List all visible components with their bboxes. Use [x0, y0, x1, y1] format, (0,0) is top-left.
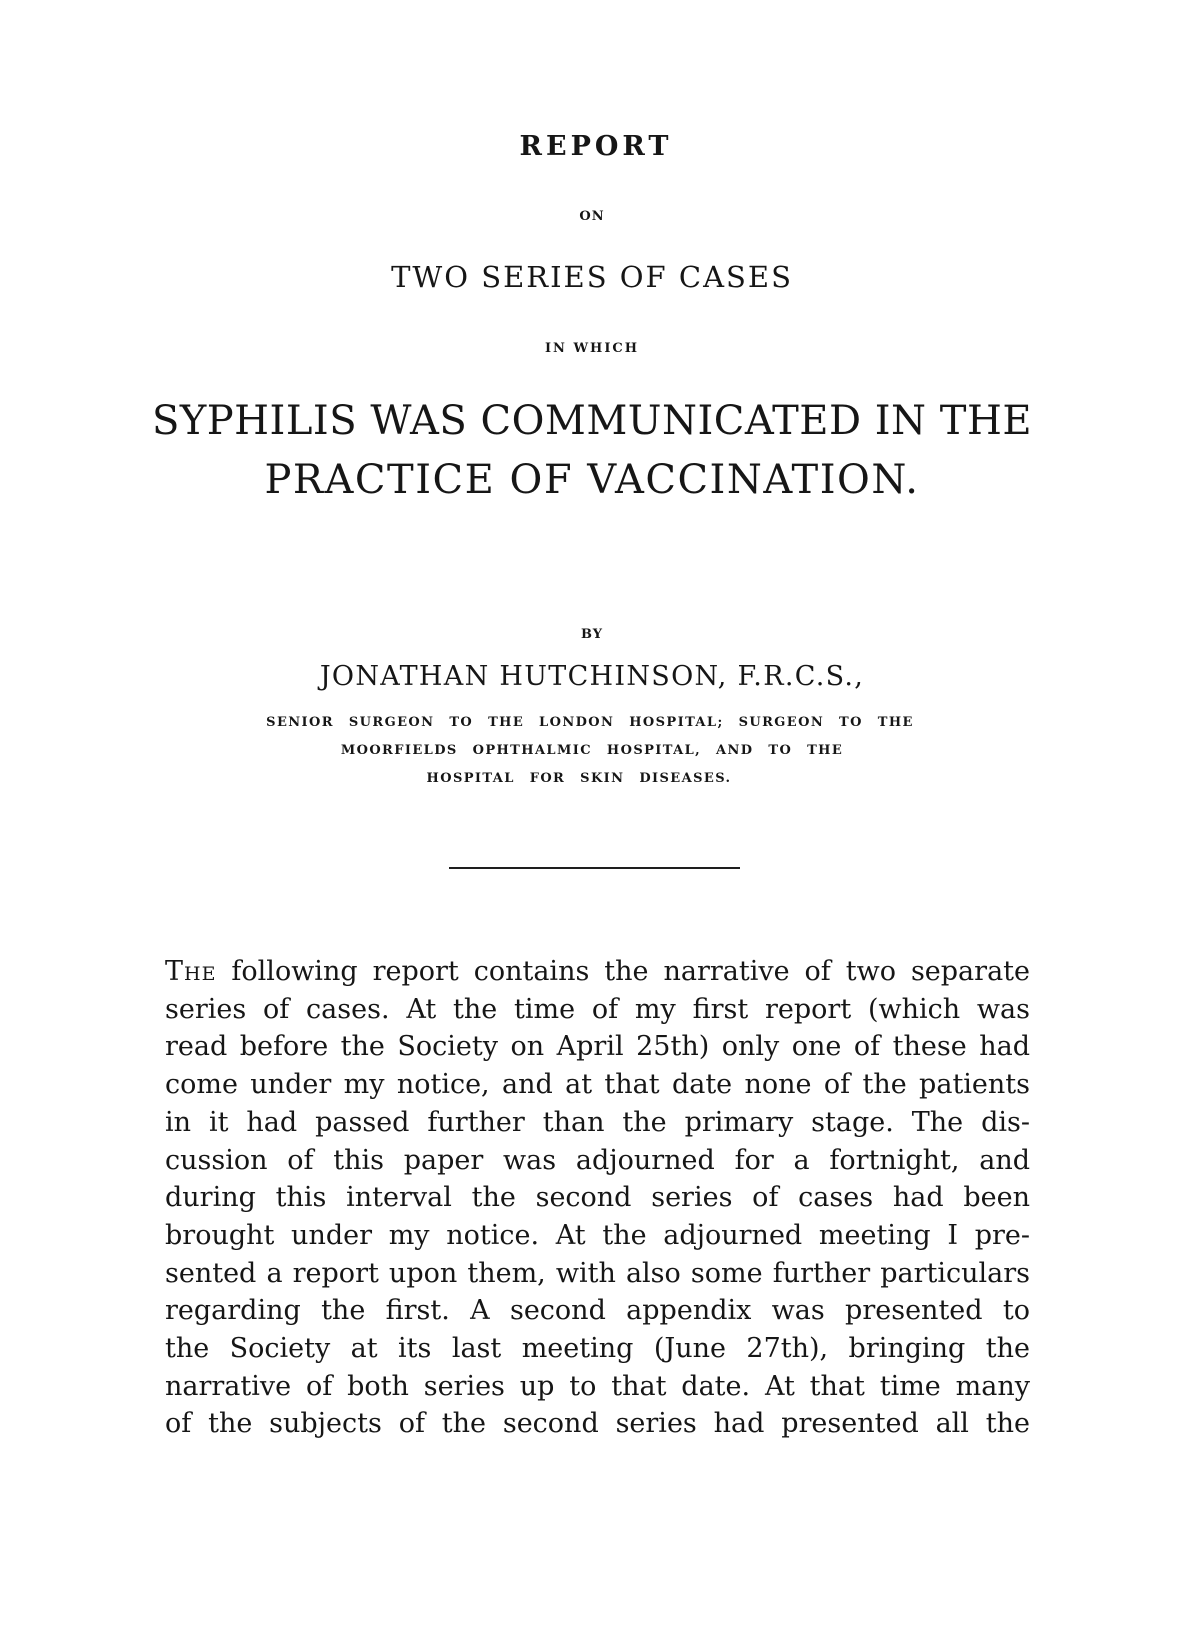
body-line: in it had passed further than the primary stage. The dis-	[165, 1106, 1030, 1138]
body-line-text: following report contains the narrative of two separate	[216, 956, 1030, 987]
body-line: cussion of this paper was adjourned for a fortnight, and	[165, 1144, 1030, 1176]
body-line: series of cases. At the time of my first report (which was	[165, 993, 1030, 1025]
report-label: REPORT	[519, 131, 673, 162]
body-line	[165, 953, 1030, 991]
body-line: sented a report upon them, with also some further particulars	[165, 1257, 1030, 1289]
body-line: the Society at its last meeting (June 27th), bringing the	[165, 1333, 1030, 1365]
author-name: JONATHAN HUTCHINSON, F.R.C.S.,	[319, 661, 865, 692]
series-title: TWO SERIES OF CASES	[391, 260, 793, 294]
by-label: BY	[580, 627, 604, 642]
body-line: regarding the first. A second appendix was presented to	[165, 1295, 1030, 1327]
affiliation-line-1: SENIOR SURGEON TO THE LONDON HOSPITAL; SURGEON TO THE	[266, 715, 914, 730]
affiliation-line-3: HOSPITAL FOR SKIN DISEASES.	[426, 771, 732, 786]
body-line: of the subjects of the second series had presented all the	[165, 1408, 1030, 1440]
body-line: narrative of both series up to that date. At that time many	[165, 1370, 1030, 1402]
body-line: come under my notice, and at that date none of the patients	[165, 1069, 1030, 1101]
in-which-label: IN WHICH	[544, 341, 640, 356]
main-title-line-1: SYPHILIS WAS COMMUNICATED IN THE	[151, 398, 1033, 444]
body-paragraph	[165, 953, 1030, 1443]
body-line: during this interval the second series of cases had been	[165, 1182, 1030, 1214]
body-line: read before the Society on April 25th) only one of these had	[165, 1031, 1030, 1063]
main-title-line-2: PRACTICE OF VACCINATION.	[264, 457, 920, 503]
affiliation-line-2: MOORFIELDS OPHTHALMIC HOSPITAL, AND TO THE	[340, 743, 844, 758]
separator-rule	[449, 867, 740, 869]
body-first-word: The	[165, 956, 217, 987]
on-label: ON	[579, 209, 605, 224]
body-line: brought under my notice. At the adjourned meeting I pre-	[165, 1219, 1030, 1251]
